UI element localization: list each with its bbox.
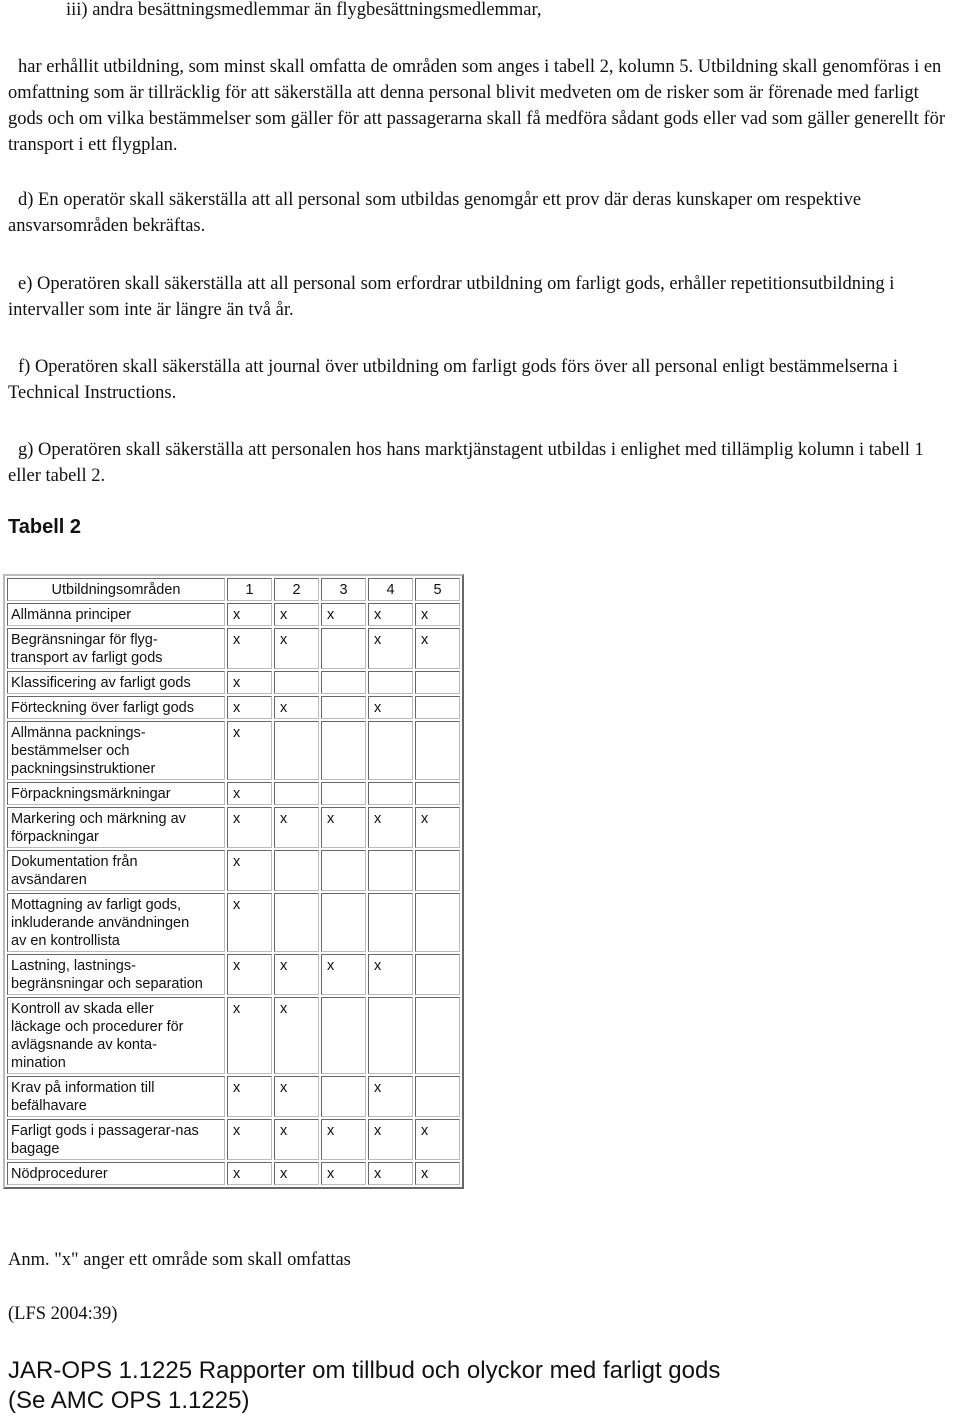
row-label: Krav på information till befälhavare xyxy=(7,1076,225,1117)
row-cell-col-1: x xyxy=(227,696,272,719)
row-cell-col-3: x xyxy=(321,603,366,626)
row-label: Klassificering av farligt gods xyxy=(7,671,225,694)
row-cell-col-1: x xyxy=(227,807,272,848)
row-cell-col-2: x xyxy=(274,603,319,626)
table-row xyxy=(7,954,460,995)
section-heading-reference: (Se AMC OPS 1.1225) xyxy=(8,1387,250,1414)
row-cell-col-5 xyxy=(415,671,460,694)
row-cell-col-3 xyxy=(321,782,366,805)
row-cell-col-3 xyxy=(321,1076,366,1117)
table-note: Anm. "x" anger ett område som skall omfattas xyxy=(8,1250,351,1270)
row-cell-col-2: x xyxy=(274,628,319,669)
row-cell-col-5: x xyxy=(415,1119,460,1160)
row-label: Begränsningar för flyg- transport av farligt gods xyxy=(7,628,225,669)
row-label: Kontroll av skada eller läckage och procedurer för avlägsnande av konta- mination xyxy=(7,997,225,1074)
row-cell-col-3: x xyxy=(321,1119,366,1160)
row-label: Allmänna packnings- bestämmelser och packningsinstruktioner xyxy=(7,721,225,780)
row-cell-col-2 xyxy=(274,893,319,952)
row-cell-col-1: x xyxy=(227,1119,272,1160)
table-header-row xyxy=(7,578,460,601)
row-cell-col-3 xyxy=(321,671,366,694)
row-cell-col-5: x xyxy=(415,603,460,626)
row-label: Dokumentation från avsändaren xyxy=(7,850,225,891)
header-cell-areas: Utbildningsområden xyxy=(7,578,225,601)
table-row xyxy=(7,1076,460,1117)
row-cell-col-3: x xyxy=(321,1162,366,1185)
row-label: Lastning, lastnings- begränsningar och separation xyxy=(7,954,225,995)
row-cell-col-2 xyxy=(274,721,319,780)
row-cell-col-1: x xyxy=(227,954,272,995)
paragraph-d: d) En operatör skall säkerställa att all personal som utbildas genomgår ett prov där deras kunskaper om respektive ansvarsområden bekräftas. xyxy=(8,190,862,236)
row-cell-col-4: x xyxy=(368,1076,413,1117)
table-row xyxy=(7,1119,460,1160)
row-cell-col-5 xyxy=(415,850,460,891)
row-cell-col-2: x xyxy=(274,1162,319,1185)
row-cell-col-4: x xyxy=(368,628,413,669)
section-heading-title: JAR-OPS 1.1225 Rapporter om tillbud och olyckor med farligt gods xyxy=(8,1357,721,1384)
row-label: Mottagning av farligt gods, inkluderande användningen av en kontrollista xyxy=(7,893,225,952)
row-cell-col-1: x xyxy=(227,782,272,805)
table-row xyxy=(7,850,460,891)
row-cell-col-5 xyxy=(415,721,460,780)
row-cell-col-2: x xyxy=(274,1076,319,1117)
row-cell-col-3 xyxy=(321,721,366,780)
row-cell-col-1: x xyxy=(227,850,272,891)
row-cell-col-4 xyxy=(368,997,413,1074)
row-cell-col-1: x xyxy=(227,628,272,669)
table-row xyxy=(7,782,460,805)
row-cell-col-1: x xyxy=(227,1162,272,1185)
row-cell-col-4: x xyxy=(368,807,413,848)
row-cell-col-1: x xyxy=(227,721,272,780)
header-cell-col-1: 1 xyxy=(227,578,272,601)
row-cell-col-4: x xyxy=(368,696,413,719)
table-row xyxy=(7,671,460,694)
header-cell-col-5: 5 xyxy=(415,578,460,601)
table-row xyxy=(7,893,460,952)
row-cell-col-2 xyxy=(274,782,319,805)
row-cell-col-5: x xyxy=(415,628,460,669)
table-row xyxy=(7,807,460,848)
table-row xyxy=(7,603,460,626)
header-cell-col-3: 3 xyxy=(321,578,366,601)
row-cell-col-3: x xyxy=(321,807,366,848)
row-label: Förteckning över farligt gods xyxy=(7,696,225,719)
reference: (LFS 2004:39) xyxy=(8,1304,118,1324)
row-cell-col-1: x xyxy=(227,893,272,952)
row-cell-col-3: x xyxy=(321,954,366,995)
row-cell-col-4 xyxy=(368,782,413,805)
table-heading: Tabell 2 xyxy=(8,516,81,538)
row-cell-col-4: x xyxy=(368,1162,413,1185)
row-label: Förpackningsmärkningar xyxy=(7,782,225,805)
row-cell-col-3 xyxy=(321,696,366,719)
row-cell-col-4: x xyxy=(368,954,413,995)
row-cell-col-5 xyxy=(415,1076,460,1117)
section-heading xyxy=(8,1356,720,1416)
table-row xyxy=(7,997,460,1074)
intro-line: iii) andra besättningsmedlemmar än flygbesättningsmedlemmar, xyxy=(66,0,542,20)
row-label: Markering och märkning av förpackningar xyxy=(7,807,225,848)
paragraph-e: e) Operatören skall säkerställa att all personal som erfordrar utbildning om farligt gods, erhåller repetitionsutbildning i intervaller som inte är längre än två år. xyxy=(8,274,895,320)
row-label: Farligt gods i passagerar-nas bagage xyxy=(7,1119,225,1160)
row-cell-col-5 xyxy=(415,893,460,952)
row-cell-col-4 xyxy=(368,893,413,952)
header-cell-col-4: 4 xyxy=(368,578,413,601)
row-cell-col-2: x xyxy=(274,807,319,848)
table-row xyxy=(7,1162,460,1185)
paragraph-f: f) Operatören skall säkerställa att journal över utbildning om farligt gods förs över all personal enligt bestämmelserna i Technical Instructions. xyxy=(8,357,899,403)
row-cell-col-2: x xyxy=(274,1119,319,1160)
paragraph-training: har erhållit utbildning, som minst skall omfatta de områden som anges i tabell 2, kolumn 5. Utbildning skall genomföras i en omfattning som är tillräcklig för att säkerställa att denna personal blivit medveten om de risker som är förenade med farligt gods och om vilka bestämmelser som gäller för att passagerarna skall få medföra sådant gods eller vad som gäller generellt för transport i ett flygplan. xyxy=(8,57,946,155)
row-cell-col-4: x xyxy=(368,603,413,626)
training-areas-table xyxy=(3,574,464,1189)
table-row xyxy=(7,721,460,780)
row-cell-col-2: x xyxy=(274,997,319,1074)
row-label: Nödprocedurer xyxy=(7,1162,225,1185)
table-row xyxy=(7,696,460,719)
row-cell-col-2: x xyxy=(274,954,319,995)
row-cell-col-4 xyxy=(368,671,413,694)
row-cell-col-3 xyxy=(321,997,366,1074)
row-cell-col-1: x xyxy=(227,671,272,694)
row-label: Allmänna principer xyxy=(7,603,225,626)
header-cell-col-2: 2 xyxy=(274,578,319,601)
row-cell-col-4 xyxy=(368,850,413,891)
row-cell-col-4 xyxy=(368,721,413,780)
row-cell-col-1: x xyxy=(227,997,272,1074)
row-cell-col-5 xyxy=(415,997,460,1074)
row-cell-col-2 xyxy=(274,671,319,694)
row-cell-col-3 xyxy=(321,850,366,891)
row-cell-col-5: x xyxy=(415,807,460,848)
row-cell-col-4: x xyxy=(368,1119,413,1160)
row-cell-col-2 xyxy=(274,850,319,891)
row-cell-col-5 xyxy=(415,782,460,805)
row-cell-col-3 xyxy=(321,893,366,952)
paragraph-g: g) Operatören skall säkerställa att personalen hos hans marktjänstagent utbildas i enlighet med tillämplig kolumn i tabell 1 eller tabell 2. xyxy=(8,440,924,486)
row-cell-col-5 xyxy=(415,696,460,719)
row-cell-col-3 xyxy=(321,628,366,669)
row-cell-col-2: x xyxy=(274,696,319,719)
table-row xyxy=(7,628,460,669)
row-cell-col-5 xyxy=(415,954,460,995)
row-cell-col-5: x xyxy=(415,1162,460,1185)
row-cell-col-1: x xyxy=(227,603,272,626)
row-cell-col-1: x xyxy=(227,1076,272,1117)
